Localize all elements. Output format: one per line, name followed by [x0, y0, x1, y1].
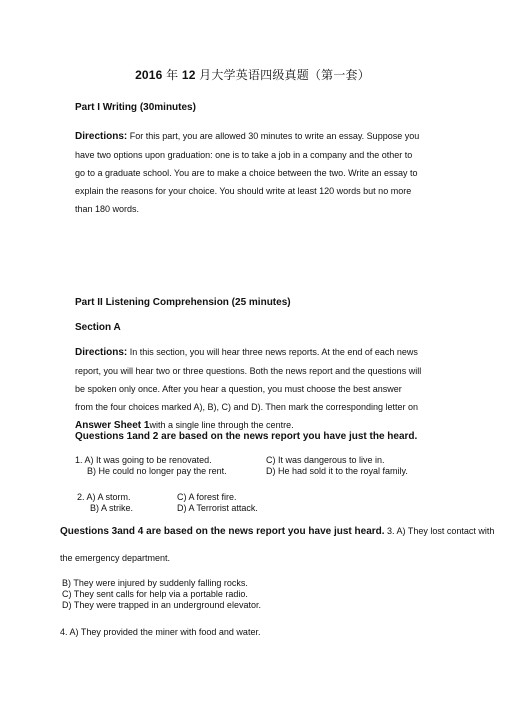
part1-line-4: than 180 words. [75, 204, 140, 214]
q3-option-a: 3. A) They lost contact with [384, 526, 495, 536]
q12-heading: Questions 1and 2 are based on the news report you have just the heard. [75, 431, 418, 442]
title-year-char: 年 [162, 68, 182, 82]
part1-line-2: go to a graduate school. You are to make a choice between the two. Write an essay to [75, 168, 418, 178]
q3-option-a-continued: the emergency department. [60, 553, 171, 563]
part1-line-3: explain the reasons for your choice. You should write at least 120 words but no more [75, 186, 412, 196]
q34-heading: Questions 3and 4 are based on the news report you have just heard. [60, 526, 385, 537]
part1-line-1: have two options upon graduation: one is to take a job in a company and the other to [75, 150, 413, 160]
q2-option-b: B) A strike. [90, 503, 134, 513]
part2-line-3: from the four choices marked A), B), C) and D). Then mark the corresponding letter on [75, 402, 418, 412]
answer-sheet-rest: with a single line through the centre. [149, 420, 294, 430]
section-a-heading: Section A [75, 322, 121, 333]
part2-line-0: In this section, you will hear three news reports. At the end of each news [127, 347, 418, 357]
q3-option-b: B) They were injured by suddenly falling rocks. [62, 578, 248, 588]
q1-option-a: 1. A) It was going to be renovated. [75, 455, 212, 465]
q1-option-b: B) He could no longer pay the rent. [87, 466, 227, 476]
answer-sheet-label: Answer Sheet 1 [75, 420, 150, 431]
q34-line [60, 526, 495, 537]
part1-heading: Part I Writing (30minutes) [75, 102, 196, 113]
q1-option-d: D) He had sold it to the royal family. [266, 466, 408, 476]
part2-line-2: be spoken only once. After you hear a question, you must choose the best answer [75, 384, 402, 394]
part2-directions-label: Directions: [75, 347, 128, 358]
title-rest: 月大学英语四级真题（第一套） [195, 68, 370, 82]
part2-directions [75, 343, 475, 435]
part2-line-1: report, you will hear two or three questions. Both the news report and the questions will [75, 366, 422, 376]
part1-line-0: For this part, you are allowed 30 minutes to write an essay. Suppose you [127, 131, 420, 141]
q2-option-c: C) A forest fire. [177, 492, 237, 502]
title-year: 2016 [135, 68, 163, 82]
q4-option-a: 4. A) They provided the miner with food and water. [60, 627, 261, 637]
part1-directions [75, 127, 475, 218]
q3-option-c: C) They sent calls for help via a portable radio. [62, 589, 248, 599]
q3-option-d: D) They were trapped in an underground elevator. [62, 600, 261, 610]
page-title [0, 66, 505, 83]
part2-heading: Part II Listening Comprehension (25 minutes) [75, 297, 291, 308]
q2-option-d: D) A Terrorist attack. [177, 503, 258, 513]
q2-option-a: 2. A) A storm. [77, 492, 131, 502]
title-month: 12 [181, 68, 196, 82]
q1-option-c: C) It was dangerous to live in. [266, 455, 385, 465]
part1-directions-label: Directions: [75, 131, 128, 142]
